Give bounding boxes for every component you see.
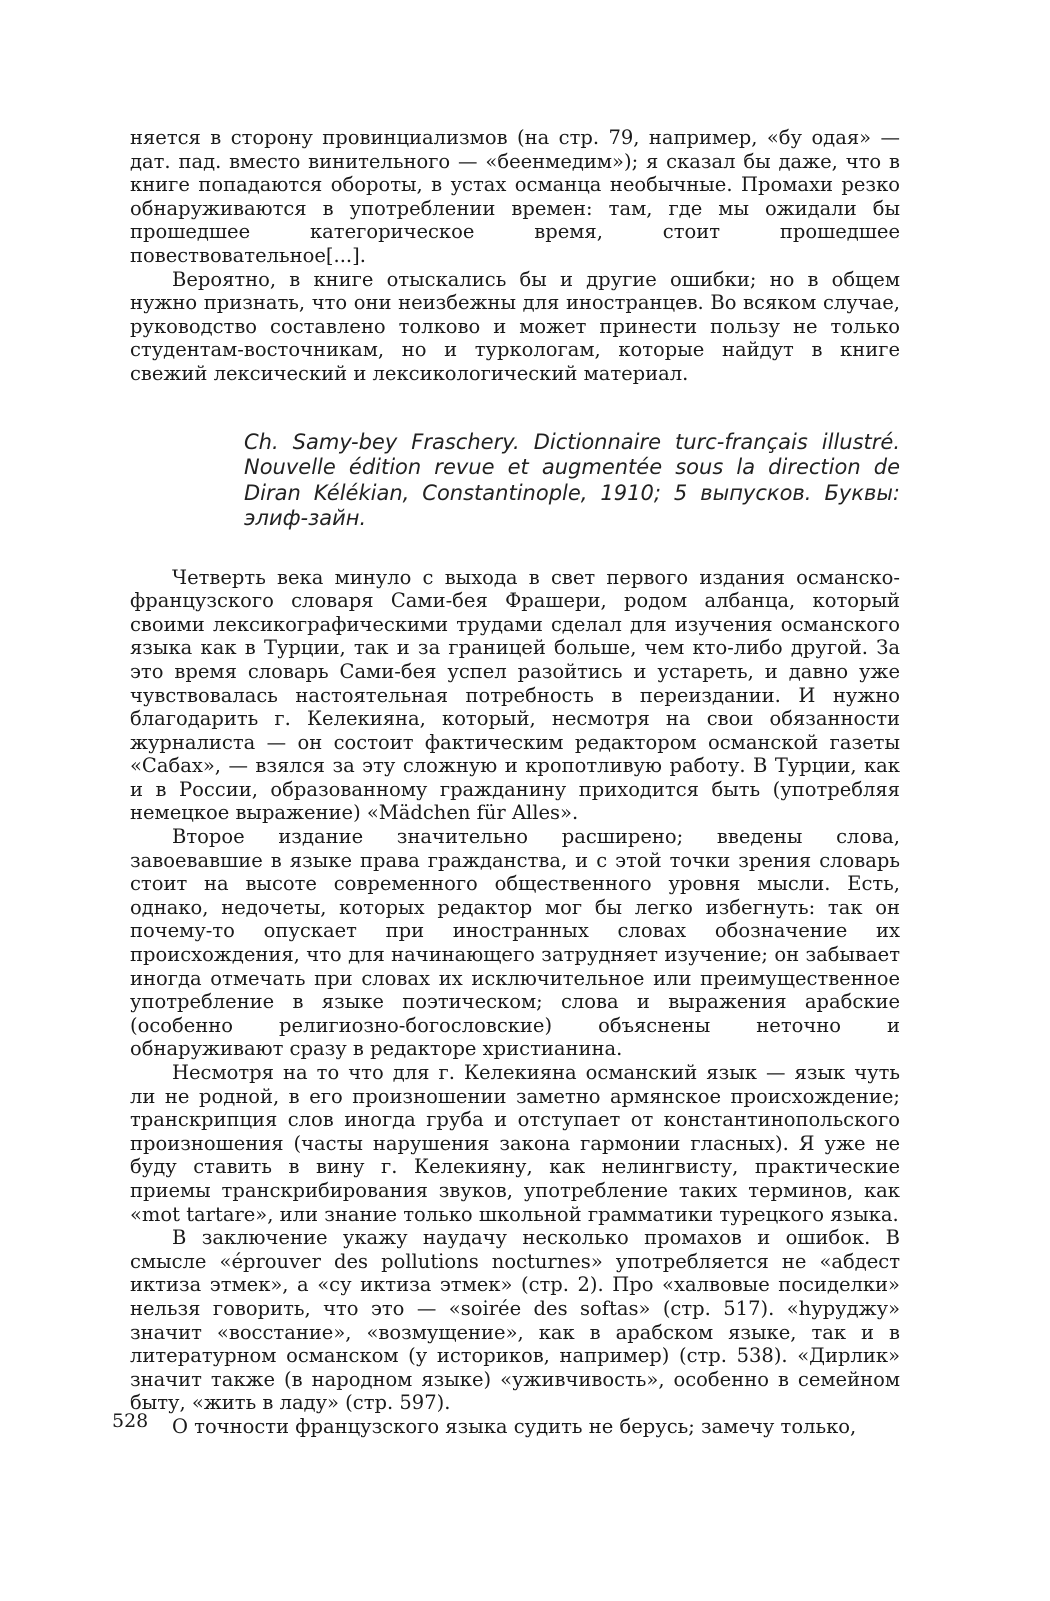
review-heading: Ch. Samy-bey Fraschery. Dictionnaire turc-français illustré. Nouvelle édition revue et augmentée sous la direction de Diran Kélékian, Constantinople, 1910; 5 выпусков. Буквы: элиф-зайн. — [244, 429, 900, 531]
body-paragraph-4: В заключение укажу наудачу несколько промахов и ошибок. В смысле «éprouver des pollutions nocturnes» употребляется не «абдест иктиза этмек», а «су иктиза этмек» (стр. 2). Про «халвовые посиделки» нельзя говорить, что это — «soirée des softas» (стр. 517). «hуруджу» значит «восстание», «возмущение», как в арабском языке, так и в литературном османском (у историков, например) (стр. 538). «Дирлик» значит также (в народном языке) «уживчивость», особенно в семейном быту, «жить в ладу» (стр. 597). — [130, 1226, 900, 1415]
conclusion-paragraph: Вероятно, в книге отыскались бы и другие ошибки; но в общем нужно признать, что они неизбежны для иностранцев. Во всяком случае, руководство составлено толково и может принести пользу не только студентам-восточникам, но и туркологам, которые найдут в книге свежий лексический и лексикологический материал. — [130, 267, 900, 385]
page-number: 528 — [112, 1410, 149, 1432]
body-paragraph-5: О точности французского языка судить не берусь; замечу только, — [172, 1414, 857, 1438]
top-paragraph: няется в сторону провинциализмов (на стр. 79, например, «бу одая» — дат. пад. вместо винительного — «беенмедим»); я сказал бы даже, что в книге попадаются обороты, в устах османца необычные. Промахи резко обнаруживаются в употреблении времен: там, где мы ожидали бы прошедшее категорическое время, стоит прошедшее повествовательное[...]. — [130, 126, 900, 267]
body-paragraph-3: Несмотря на то что для г. Келекияна османский язык — язык чуть ли не родной, в его произношении заметно армянское происхождение; транскрипция слов иногда груба и отступает от константинопольского произношения (часты нарушения закона гармонии гласных). Я уже не буду ставить в вину г. Келекияну, как нелингвисту, практические приемы транскрибирования звуков, употребление таких терминов, как «mot tartare», или знание только школьной грамматики турецкого языка. — [130, 1061, 900, 1226]
body-paragraph-1: Четверть века минуло с выхода в свет первого издания османско-французского словаря Сами-бея Фрашери, родом албанца, который своими лексикографическими трудами сделал для изучения османского языка как в Турции, так и за границей больше, чем кто-либо другой. За это время словарь Сами-бея успел разойтись и устареть, и давно уже чувствовалась настоятельная потребность в переиздании. И нужно благодарить г. Келекияна, который, несмотря на свои обязанности журналиста — он состоит фактическим редактором османской газеты «Сабах», — взялся за эту сложную и кропотливую работу. В Турции, как и в России, образованному гражданину приходится быть (употребляя немецкое выражение) «Mädchen für Alles». — [130, 565, 900, 825]
body-paragraph-2: Второе издание значительно расширено; введены слова, завоевавшие в языке права гражданства, и с этой точки зрения словарь стоит на высоте современного общественного уровня мысли. Есть, однако, недочеты, которых редактор мог бы легко избегнуть: так он почему-то опускает при иностранных словах обозначение их происхождения, что для начинающего затрудняет изучение; он забывает иногда отмечать при словах их исключительное или преимущественное употребление в языке поэтическом; слова и выражения арабские (особенно религиозно-богословские) объяснены неточно и обнаруживают сразу в редакторе христианина. — [130, 825, 900, 1061]
book-page — [130, 126, 900, 1439]
